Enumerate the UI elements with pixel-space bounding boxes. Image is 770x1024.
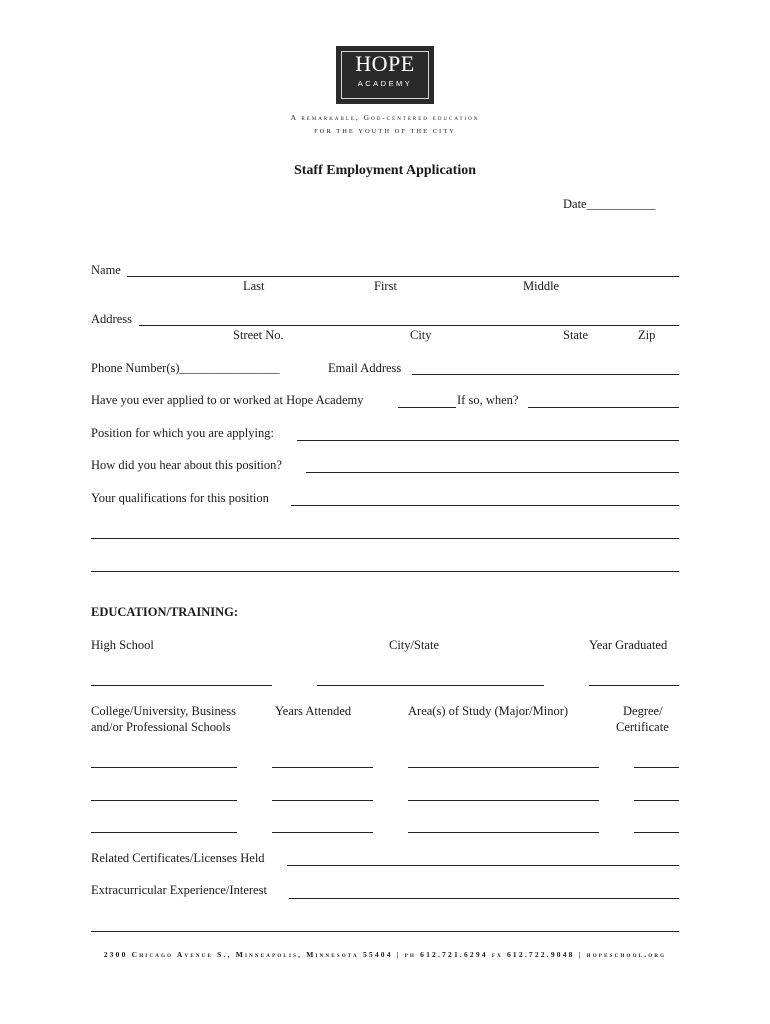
position-label: Position for which you are applying: (91, 426, 274, 440)
email-label: Email Address (328, 361, 402, 375)
qualifications-field-line-1[interactable] (291, 505, 679, 506)
applied-before-label: Have you ever applied to or worked at Hope Academy (91, 393, 364, 407)
years-attended-label: Years Attended (275, 704, 352, 718)
extracurricular-field-line-1[interactable] (289, 898, 679, 899)
college-row-2-study-line[interactable] (408, 800, 599, 801)
address-state-caption: State (563, 328, 588, 342)
position-field-line[interactable] (297, 440, 679, 441)
college-row-1-study-line[interactable] (408, 767, 599, 768)
year-graduated-field-line[interactable] (589, 685, 679, 686)
logo-wordmark: HOPE (355, 51, 415, 76)
college-row-2-years-line[interactable] (272, 800, 373, 801)
degree-label-line-1: Degree/ (623, 704, 663, 718)
address-field-line[interactable] (139, 325, 679, 326)
qualifications-field-line-3[interactable] (91, 571, 679, 572)
high-school-label: High School (91, 638, 154, 652)
year-graduated-label: Year Graduated (589, 638, 668, 652)
hope-academy-logo (336, 46, 434, 104)
name-last-caption: Last (243, 279, 265, 293)
email-field-line[interactable] (412, 374, 679, 375)
tagline-line-2: FOR THE YOUTH OF THE CITY (314, 128, 456, 135)
city-state-field-line[interactable] (317, 685, 544, 686)
address-label: Address (91, 312, 132, 326)
name-field-line[interactable] (127, 276, 679, 277)
page-title: Staff Employment Application (293, 163, 476, 178)
degree-label-line-2: Certificate (616, 720, 669, 734)
areas-of-study-label: Area(s) of Study (Major/Minor) (408, 704, 569, 718)
applied-before-field-line[interactable] (398, 407, 456, 408)
college-row-3-study-line[interactable] (408, 832, 599, 833)
extracurricular-label: Extracurricular Experience/Interest (91, 883, 267, 897)
college-row-3-years-line[interactable] (272, 832, 373, 833)
tagline-line-1: A remarkable, God-centered education (290, 113, 480, 122)
footer-address: 2300 Chicago Avenue S., Minneapolis, Minnesota 55404 | ph 612.721.6294 fx 612.722.9048 | hopeschool.org (103, 950, 667, 959)
name-label: Name (91, 263, 121, 277)
name-first-caption: First (374, 279, 397, 293)
phone-field[interactable]: Phone Number(s)________________ (91, 361, 280, 375)
certificates-field-line[interactable] (287, 865, 679, 866)
college-row-3-degree-line[interactable] (634, 832, 679, 833)
address-city-caption: City (410, 328, 432, 342)
college-row-2-school-line[interactable] (91, 800, 237, 801)
logo-subtitle: ACADEMY (357, 79, 413, 88)
if-so-when-field-line[interactable] (528, 407, 679, 408)
college-label-line-1: College/University, Business (91, 704, 237, 718)
hear-about-label: How did you hear about this position? (91, 458, 282, 472)
college-row-2-degree-line[interactable] (634, 800, 679, 801)
college-label-line-2: and/or Professional Schools (91, 720, 231, 734)
qualifications-label: Your qualifications for this position (91, 491, 269, 505)
address-zip-caption: Zip (638, 328, 656, 342)
qualifications-field-line-2[interactable] (91, 538, 679, 539)
extracurricular-field-line-2[interactable] (91, 931, 679, 932)
city-state-label: City/State (389, 638, 439, 652)
education-heading: EDUCATION/TRAINING: (91, 605, 239, 619)
college-row-3-school-line[interactable] (91, 832, 237, 833)
college-row-1-years-line[interactable] (272, 767, 373, 768)
address-street-caption: Street No. (233, 328, 284, 342)
name-middle-caption: Middle (523, 279, 560, 293)
high-school-field-line[interactable] (91, 685, 272, 686)
date-field[interactable]: Date___________ (563, 197, 656, 211)
college-row-1-degree-line[interactable] (634, 767, 679, 768)
college-row-1-school-line[interactable] (91, 767, 237, 768)
certificates-label: Related Certificates/Licenses Held (91, 851, 265, 865)
if-so-when-label: If so, when? (457, 393, 519, 407)
hear-about-field-line[interactable] (306, 472, 679, 473)
